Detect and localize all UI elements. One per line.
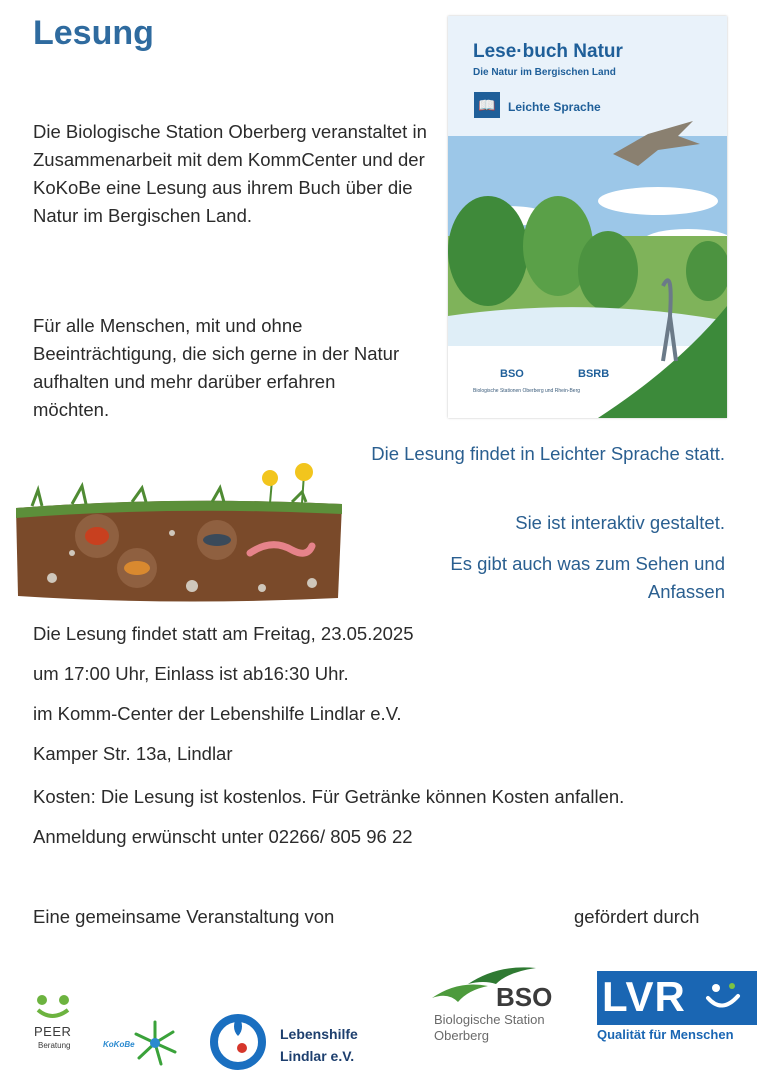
bso-logo-line1: Biologische Station <box>434 1012 545 1027</box>
funded-by-label: gefördert durch <box>574 906 700 927</box>
bso-logo-text: BSO <box>496 982 553 1012</box>
lebenshilfe-logo-text: Lebenshilfe <box>280 1026 358 1042</box>
book-cover <box>448 16 727 418</box>
page-title: Lesung <box>33 14 154 52</box>
detail-venue: im Komm-Center der Lebenshilfe Lindlar e.V. <box>33 703 402 724</box>
joint-event-label: Eine gemeinsame Veranstaltung von <box>33 906 335 927</box>
sehen-anfassen-note: Es gibt auch was zum Sehen und Anfassen <box>450 553 725 602</box>
bso-logo-line2: Oberberg <box>434 1028 489 1043</box>
cover-fineprint: Biologische Stationen Oberberg und Rhein-Berg <box>473 388 581 394</box>
book-icon: 📖 <box>474 92 500 118</box>
peer-logo-subtext: Beratung <box>38 1041 71 1050</box>
lebenshilfe-logo-subtext: Lindlar e.V. <box>280 1048 355 1064</box>
detail-date: Die Lesung findet statt am Freitag, 23.05.2025 <box>33 623 414 644</box>
audience-paragraph: Für alle Menschen, mit und ohne Beeinträchtigung, die sich gerne in der Natur aufhalten und mehr darüber erfahren möchten. <box>33 315 400 420</box>
cover-logo-bsrb: BSRB <box>578 368 610 380</box>
intro-paragraph: Die Biologische Station Oberberg veranstaltet in Zusammenarbeit mit dem KommCenter und der KoKoBe eine Lesung aus ihrem Buch über die Natur im Bergischen Land. <box>33 121 427 226</box>
detail-time: um 17:00 Uhr, Einlass ist ab16:30 Uhr. <box>33 663 349 684</box>
kokobe-logo-text: KoKoBe <box>103 1040 135 1049</box>
soil-illustration <box>12 458 344 606</box>
interaktiv-note: Sie ist interaktiv gestaltet. <box>515 512 725 533</box>
cover-leichte-sprache: Leichte Sprache <box>508 100 601 114</box>
lvr-smile-icon <box>702 978 744 1020</box>
leichte-sprache-note: Die Lesung findet in Leichter Sprache statt. <box>371 443 725 464</box>
detail-registration: Anmeldung erwünscht unter 02266/ 805 96 22 <box>33 826 413 847</box>
cover-title: Lese·buch Natur <box>473 41 623 62</box>
peer-logo-text: PEER <box>34 1024 72 1039</box>
lebenshilfe-logo-icon <box>206 1008 270 1072</box>
lvr-logo-text: LVR <box>602 973 686 1020</box>
detail-costs: Kosten: Die Lesung ist kostenlos. Für Getränke können Kosten anfallen. <box>33 786 625 807</box>
cover-logo-bso: BSO <box>500 368 524 380</box>
lvr-tagline: Qualität für Menschen <box>597 1027 734 1042</box>
cover-subtitle: Die Natur im Bergischen Land <box>473 67 616 78</box>
detail-address: Kamper Str. 13a, Lindlar <box>33 743 233 764</box>
kokobe-logo-icon <box>131 1018 179 1068</box>
